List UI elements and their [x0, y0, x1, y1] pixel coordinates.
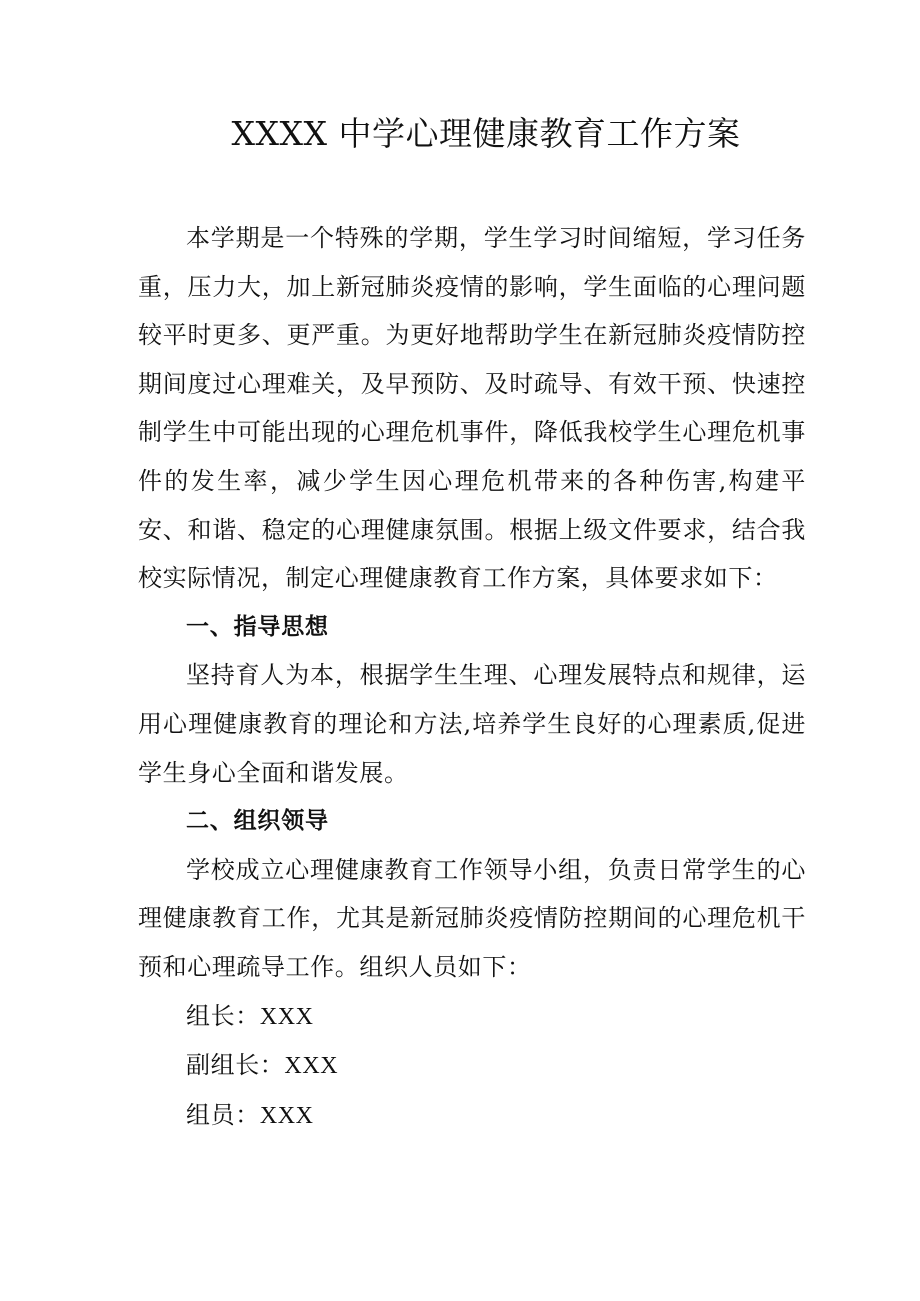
- section-heading-organization: 二、组织领导: [186, 808, 329, 835]
- section-paragraph-guiding-ideology: 坚持育人为本，根据学生生理、心理发展特点和规律，运用心理健康教育的理论和方法,培养学生良好的心理素质,促进学生身心全面和谐发展。: [138, 661, 806, 787]
- section-paragraph-organization: 学校成立心理健康教育工作领导小组，负责日常学生的心理健康教育工作，尤其是新冠肺炎疫情防控期间的心理危机干预和心理疏导工作。组织人员如下：: [138, 855, 806, 981]
- member-name: XXX: [259, 1003, 314, 1030]
- section-heading-guiding-ideology: 一、指导思想: [186, 613, 329, 640]
- member-name: XXX: [284, 1053, 339, 1080]
- intro-paragraph: 本学期是一个特殊的学期，学生学习时间缩短，学习任务重，压力大，加上新冠肺炎疫情的影响，学生面临的心理问题较平时更多、更严重。为更好地帮助学生在新冠肺炎疫情防控期间度过心理难关，及早预防、及时疏导、有效干预、快速控制学生中可能出现的心理危机事件，降低我校学生心理危机事件的发生率，减少学生因心理危机带来的各种伤害,构建平安、和谐、稳定的心理健康氛围。根据上级文件要求，结合我校实际情况，制定心理健康教育工作方案，具体要求如下：: [138, 224, 806, 593]
- document-title: XXXX 中学心理健康教育工作方案: [231, 114, 741, 153]
- member-name: XXX: [259, 1102, 314, 1129]
- document-body: [138, 214, 806, 1140]
- member-line-deputy-leader: [138, 1041, 806, 1091]
- member-line-member: [138, 1091, 806, 1141]
- member-role: 副组长：: [186, 1051, 285, 1080]
- member-role: 组员：: [186, 1100, 260, 1129]
- member-role: 组长：: [186, 1001, 260, 1030]
- member-line-leader: [138, 992, 806, 1042]
